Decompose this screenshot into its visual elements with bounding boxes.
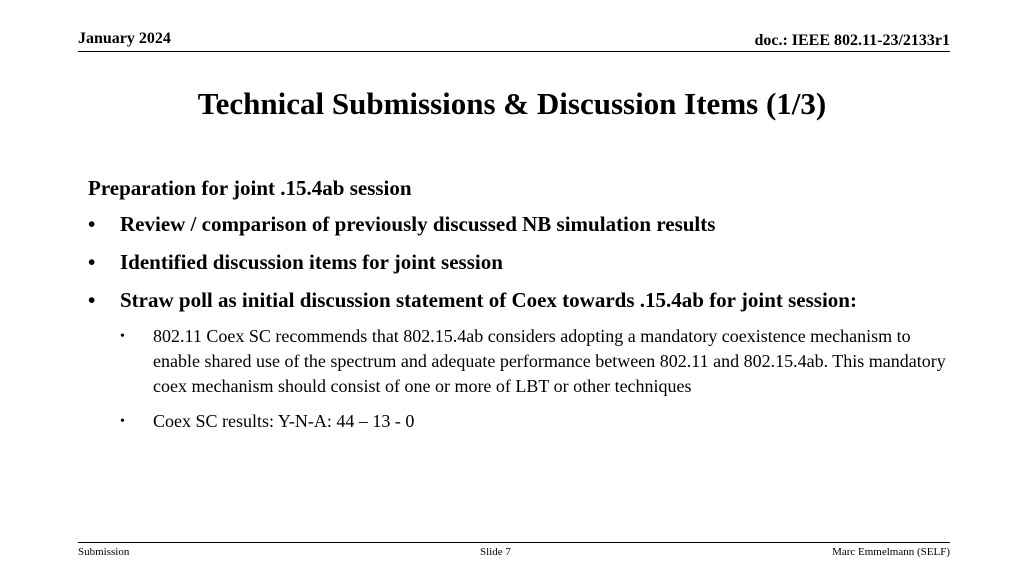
footer-slide-number: Slide 7: [480, 546, 511, 558]
bullet-marker: •: [88, 288, 96, 312]
footer-rule: [78, 542, 950, 543]
sub-bullet-item: [120, 409, 948, 434]
bullet-text: Identified discussion items for joint session: [120, 250, 503, 274]
sub-bullet-text: 802.11 Coex SC recommends that 802.15.4ab considers adopting a mandatory coexistence mechanism to enable shared use of the spectrum and adequate performance between 802.11 and 802.15.4ab. This mandatory coex mechanism should consist of one or more of LBT or other techniques: [153, 326, 946, 396]
bullet-text: Straw poll as initial discussion statement of Coex towards .15.4ab for joint session:: [120, 288, 857, 312]
content-lead: Preparation for joint .15.4ab session: [88, 176, 412, 200]
header-doc-id: doc.: IEEE 802.11-23/2133r1: [754, 32, 950, 49]
bullet-text: Review / comparison of previously discussed NB simulation results: [120, 212, 716, 236]
footer-submission: Submission: [78, 546, 130, 558]
sub-bullet-item: [120, 324, 948, 399]
bullet-item: [88, 210, 948, 238]
header-rule: [78, 51, 950, 52]
footer-author: Marc Emmelmann (SELF): [832, 546, 950, 558]
sub-bullet-marker: •: [120, 414, 125, 429]
bullet-marker: •: [88, 212, 96, 236]
slide-content: [88, 172, 948, 444]
header-date: January 2024: [78, 30, 171, 47]
bullet-marker: •: [88, 250, 96, 274]
sub-bullet-text: Coex SC results: Y-N-A: 44 – 13 - 0: [153, 411, 415, 431]
bullet-item: [88, 286, 948, 314]
slide-title: Technical Submissions & Discussion Items (1/3): [197, 86, 827, 121]
bullet-item: [88, 248, 948, 276]
sub-bullet-marker: •: [120, 329, 125, 344]
